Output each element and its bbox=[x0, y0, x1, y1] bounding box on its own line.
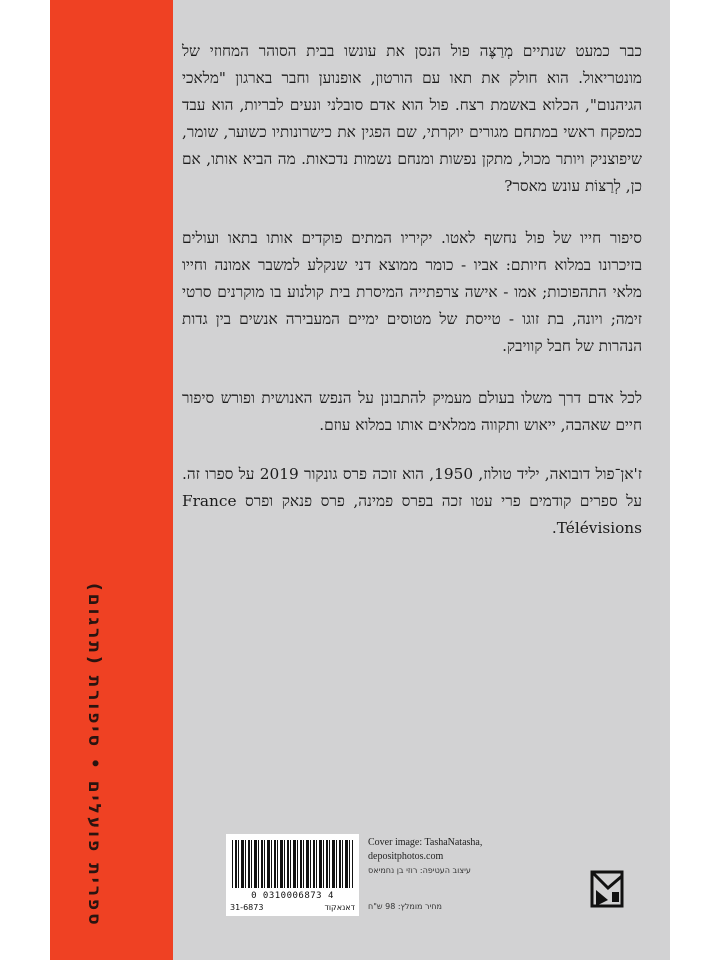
barcode bbox=[226, 834, 359, 916]
back-cover-blurb bbox=[182, 38, 642, 567]
spine-title: ספרית פועלים • סיפורת (תרגום) bbox=[84, 582, 104, 928]
blurb-paragraph-3: לכל אדם דרך משלו בעולם מעמיק להתבונן על הנפש האנושית ופורש סיפור חיים שאהבה, ייאוש ותקווה ממלאים אותו במלוא עוזם. bbox=[182, 389, 642, 434]
price: מחיר מומלץ: 98 ש"ח bbox=[368, 902, 442, 911]
design-credit: עיצוב העטיפה: רוזי בן נחמיאס bbox=[368, 866, 471, 875]
barcode-number: 0 0310006873 4 bbox=[251, 891, 334, 901]
barcode-bars bbox=[232, 840, 353, 888]
publisher-book-logo-icon bbox=[586, 866, 628, 910]
blurb-paragraph-1: כבר כמעט שנתיים מְרַצֶּה פול הנסן את עונשו בבית הסוהר המחוזי של מונטריאול. הוא חולק את תאו עם הורטון, אופנוען וחבר בארגון "מלאכי הגיהנום", הכלוא באשמת רצח. פול הוא אדם סובלני ונעים לבריות, הוא עבד כמפקח ראשי במתחם מגורים יוקרתי, שם הפגין את כישרונותיו כשוער, שומר, שיפוצניק ויותר מכול, מתקן נפשות ומנחם נשמות נדכאות. מה הביא אותו, אם כן, לְרַצּוֹת עונש מאסר? bbox=[182, 42, 642, 195]
barcode-code: 31-6873 bbox=[230, 903, 264, 912]
barcode-label: דאנאקוד bbox=[324, 903, 355, 912]
cover-image-credit-2: depositphotos.com bbox=[368, 851, 444, 862]
barcode-code-row bbox=[230, 903, 355, 912]
blurb-paragraph-2: סיפור חייו של פול נחשף לאטו. יקיריו המתים פוקדים אותו בתאו ועולים בזיכרונו במלוא חיותם: אביו - כומר ממוצא דני שנקלע למשבר אמונה וחייו מלאי התהפוכות; אמו - אישה צרפתייה המיסרת בית קולנוע בו מוקרנים סרטי זימה; ויונה, בת זוגו - טייסת של מטוסים ימיים המעבירה אנשים בין גדות הנהרות של חבל קוויבק. bbox=[182, 229, 642, 355]
blurb-paragraph-author: ז'אן־פול דובואה, יליד טולוז, 1950, הוא זוכה פרס גונקור 2019 על ספרו זה. על ספרים קודמים פרי עטו זכה בפרס פמינה, פרס פנאק ופרס France Télévisions. bbox=[182, 465, 642, 537]
cover-image-credit-1: Cover image: TashaNatasha, bbox=[368, 837, 483, 848]
credits bbox=[368, 836, 548, 878]
spine bbox=[50, 0, 173, 960]
